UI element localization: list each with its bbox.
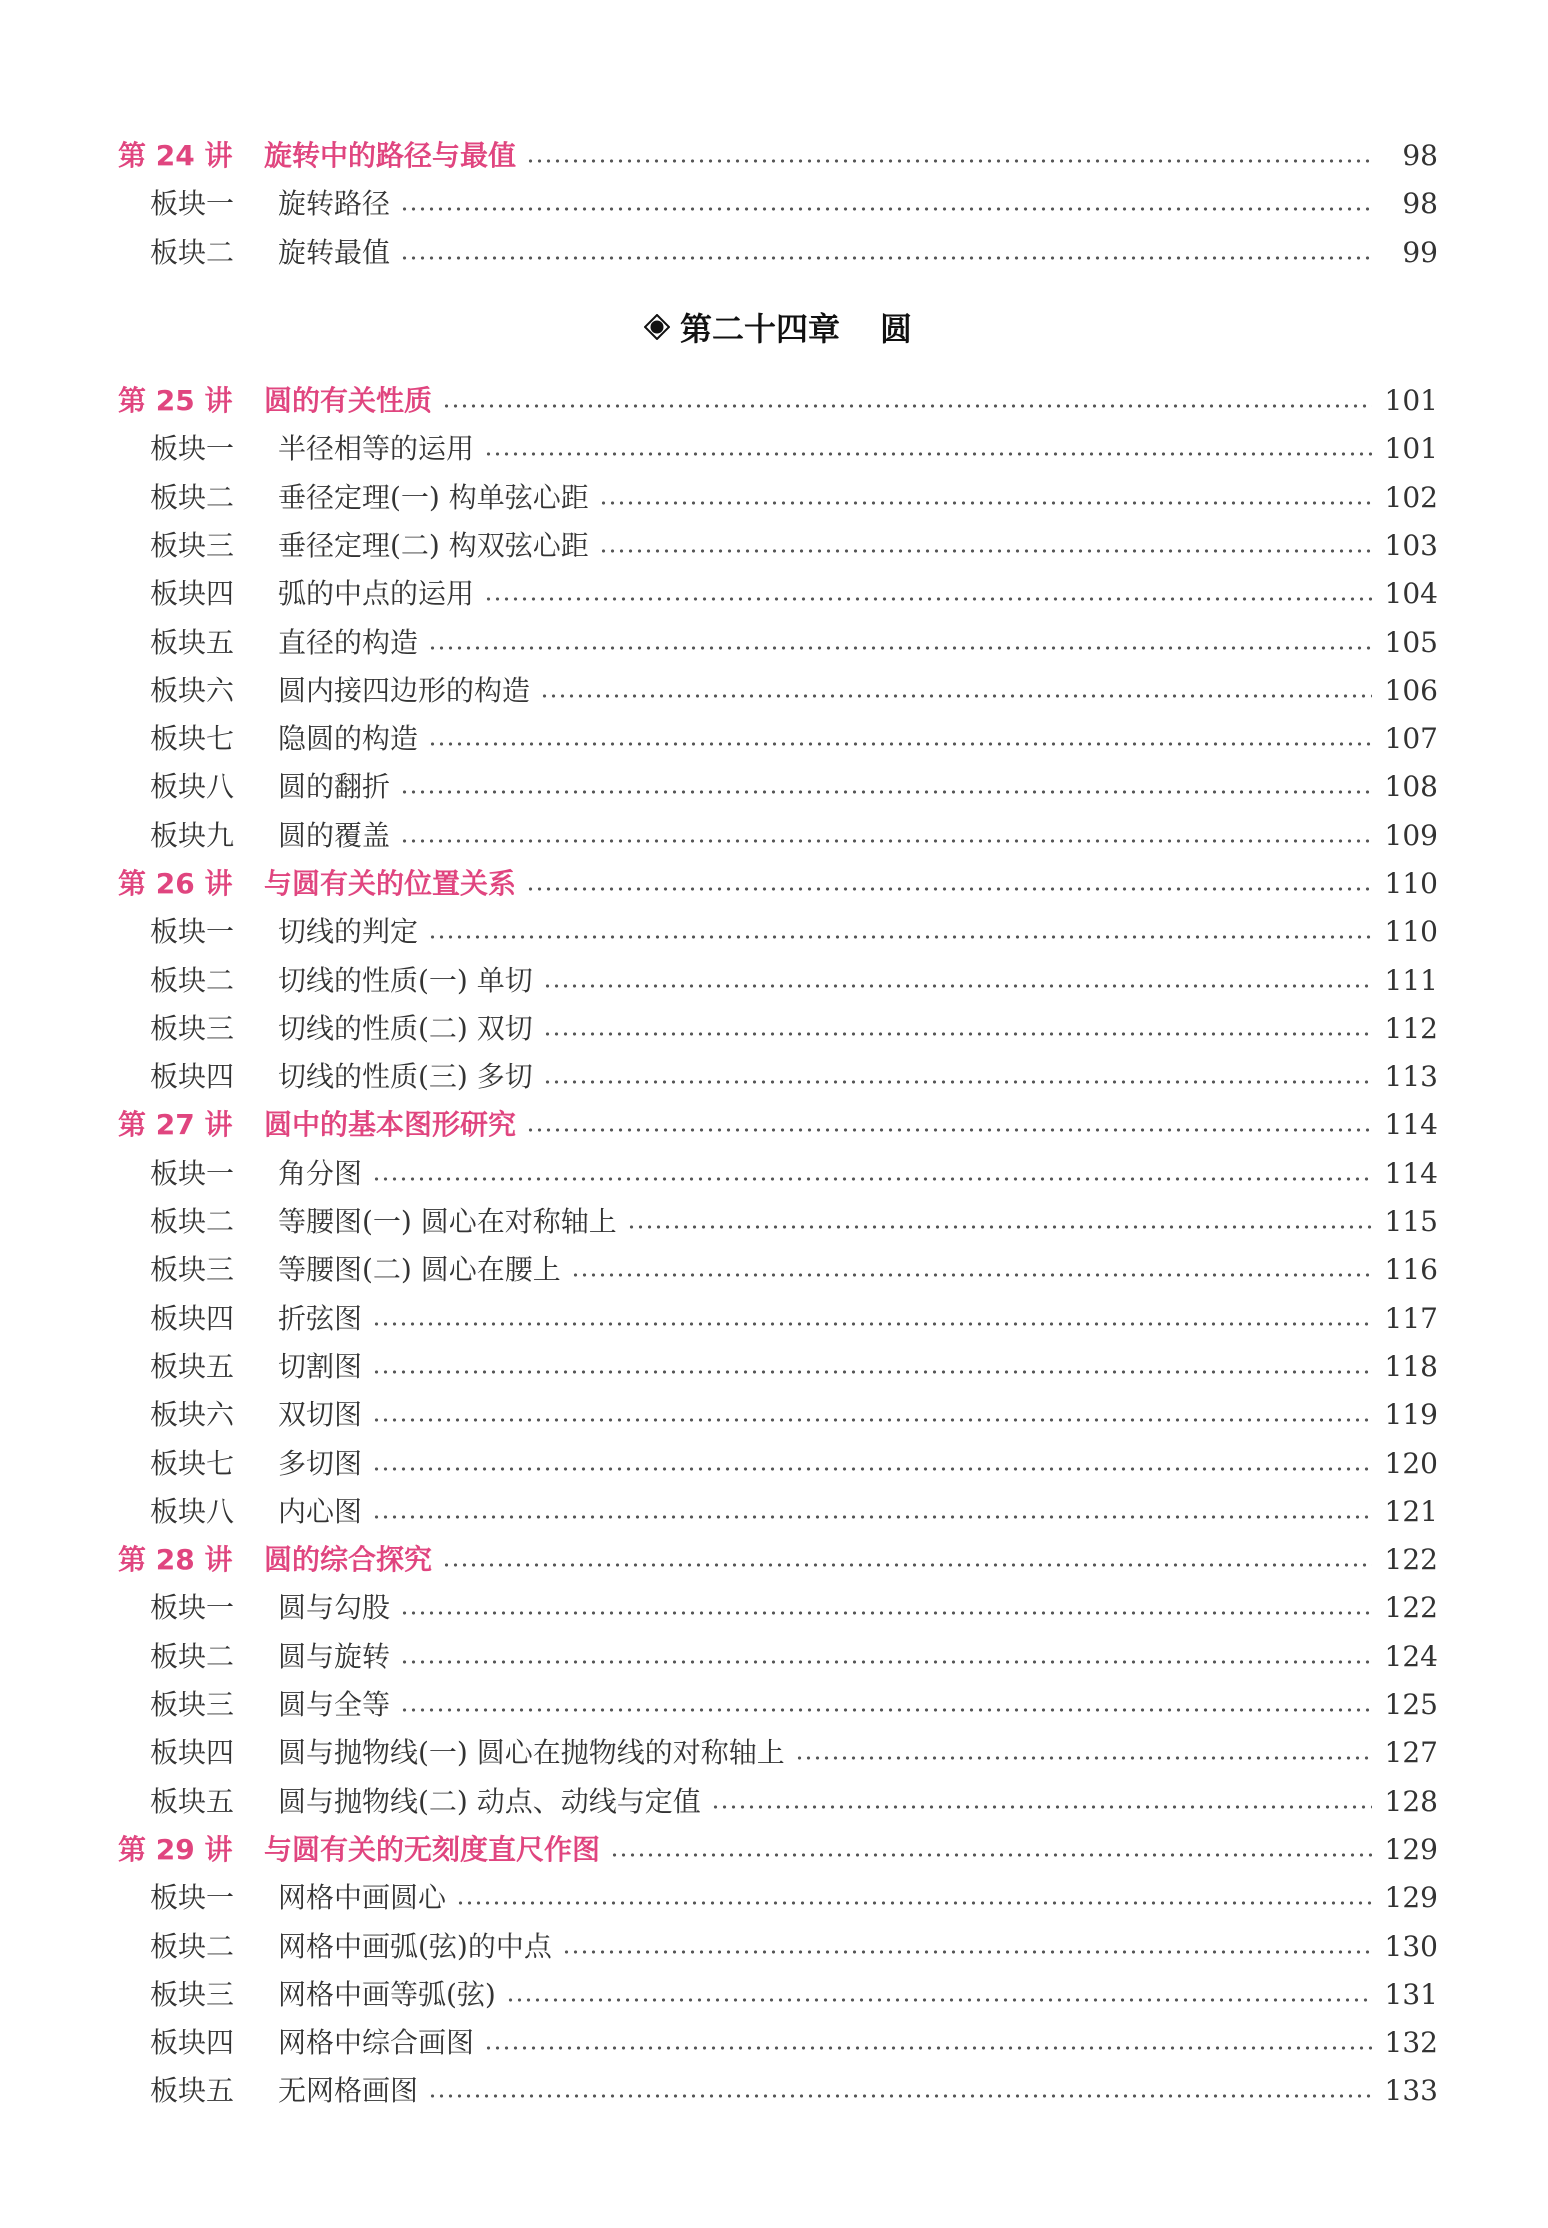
page-number: 122 [1384, 1591, 1438, 1625]
page-number: 127 [1384, 1736, 1438, 1770]
block-title: 切线的判定 [278, 915, 419, 949]
block-title: 网格中画圆心 [278, 1881, 447, 1915]
page-number: 117 [1384, 1301, 1438, 1335]
block-number: 板块四 [150, 1301, 235, 1335]
block-title: 内心图 [278, 1494, 363, 1528]
toc-block-row[interactable] [118, 715, 1438, 763]
lecture-title: 与圆有关的位置关系 [264, 867, 517, 900]
dot-leader [372, 1515, 1372, 1519]
dot-leader [599, 501, 1372, 505]
block-number: 板块二 [150, 1205, 235, 1239]
dot-leader [484, 2046, 1372, 2050]
toc-block-row[interactable] [118, 1150, 1438, 1198]
page-number: 119 [1384, 1398, 1438, 1432]
toc-block-row[interactable] [118, 956, 1438, 1004]
block-number: 板块五 [150, 1784, 235, 1818]
block-number: 板块一 [150, 915, 235, 949]
toc-block-row[interactable] [118, 1874, 1438, 1922]
block-title: 旋转路径 [278, 187, 391, 221]
page-number: 114 [1384, 1156, 1438, 1190]
page-number: 105 [1384, 625, 1438, 659]
block-number: 板块二 [150, 235, 235, 269]
dot-leader [627, 1225, 1372, 1229]
lecture-number: 第 26 讲 [118, 867, 233, 900]
dot-leader [484, 597, 1372, 601]
block-title: 切线的性质(三) 多切 [278, 1060, 533, 1094]
block-number: 板块一 [150, 1881, 235, 1915]
toc-block-row[interactable] [118, 1633, 1438, 1681]
page-number: 109 [1384, 818, 1438, 852]
dot-leader [543, 984, 1372, 988]
dot-leader [599, 549, 1372, 553]
block-title: 切线的性质(二) 双切 [278, 1011, 533, 1045]
toc-block-row[interactable] [118, 1729, 1438, 1777]
dot-leader [795, 1756, 1372, 1760]
table-of-contents [118, 132, 1438, 2116]
block-title: 圆与抛物线(二) 动点、动线与定值 [278, 1784, 701, 1818]
toc-block-row[interactable] [118, 1005, 1438, 1053]
dot-leader [456, 1901, 1372, 1905]
block-title: 弧的中点的运用 [278, 577, 475, 611]
block-number: 板块四 [150, 577, 235, 611]
lecture-number: 第 27 讲 [118, 1108, 233, 1142]
lecture-number: 第 28 讲 [118, 1543, 233, 1577]
block-number: 板块八 [150, 770, 235, 804]
block-title: 折弦图 [278, 1301, 363, 1335]
toc-lecture-row[interactable] [118, 1826, 1438, 1874]
page-number: 106 [1384, 673, 1438, 707]
page-number: 118 [1384, 1349, 1438, 1383]
dot-leader [372, 1322, 1372, 1326]
block-number: 板块四 [150, 1060, 235, 1094]
block-number: 板块七 [150, 1446, 235, 1480]
page-number: 122 [1384, 1543, 1438, 1577]
toc-block-row[interactable] [118, 1922, 1438, 1970]
page-number: 125 [1384, 1688, 1438, 1722]
page-number: 111 [1384, 963, 1438, 997]
toc-block-row[interactable] [118, 1778, 1438, 1826]
chapter-heading [118, 277, 1438, 377]
block-title: 圆内接四边形的构造 [278, 673, 531, 707]
block-number: 板块二 [150, 1639, 235, 1673]
chapter-label: 第二十四章 [679, 309, 840, 348]
page-number: 101 [1384, 432, 1438, 466]
block-number: 板块一 [150, 1156, 235, 1190]
block-number: 板块七 [150, 722, 235, 756]
dot-leader [400, 1660, 1372, 1664]
lecture-title: 与圆有关的无刻度直尺作图 [264, 1832, 601, 1866]
block-number: 板块四 [150, 2026, 235, 2060]
block-title: 垂径定理(二) 构双弦心距 [278, 528, 589, 562]
toc-block-row[interactable] [118, 1198, 1438, 1246]
dot-leader [526, 1128, 1372, 1132]
toc-block-row[interactable] [118, 2019, 1438, 2067]
dot-leader [543, 1080, 1372, 1084]
toc-block-row[interactable] [118, 763, 1438, 811]
block-title: 圆与旋转 [278, 1639, 391, 1673]
dot-leader [526, 887, 1372, 891]
toc-lecture-row[interactable] [118, 377, 1438, 425]
page-number: 114 [1384, 1108, 1438, 1142]
dot-leader [400, 1611, 1372, 1615]
page-number: 124 [1384, 1639, 1438, 1673]
dot-leader [442, 1563, 1372, 1567]
block-title: 网格中画弧(弦)的中点 [278, 1929, 552, 1963]
lecture-number: 第 25 讲 [118, 384, 233, 418]
page-number: 112 [1384, 1011, 1438, 1045]
toc-block-row[interactable] [118, 1246, 1438, 1294]
block-title: 切线的性质(一) 单切 [278, 963, 533, 997]
page-number: 131 [1384, 1977, 1438, 2011]
page-number: 99 [1402, 235, 1438, 269]
toc-block-row[interactable] [118, 908, 1438, 956]
block-title: 网格中画等弧(弦) [278, 1977, 496, 2011]
block-number: 板块八 [150, 1494, 235, 1528]
toc-block-row[interactable] [118, 1391, 1438, 1439]
block-title: 切割图 [278, 1349, 363, 1383]
page-number: 129 [1384, 1881, 1438, 1915]
toc-block-row[interactable] [118, 180, 1438, 228]
lecture-number: 第 24 讲 [118, 139, 233, 173]
toc-block-row[interactable] [118, 1295, 1438, 1343]
dot-leader [372, 1370, 1372, 1374]
dot-leader [711, 1805, 1372, 1809]
toc-block-row[interactable] [118, 522, 1438, 570]
toc-block-row[interactable] [118, 2067, 1438, 2115]
dot-leader [442, 404, 1372, 408]
block-number: 板块六 [150, 673, 235, 707]
block-title: 网格中综合画图 [278, 2026, 475, 2060]
dot-leader [372, 1418, 1372, 1422]
block-title: 等腰图(一) 圆心在对称轴上 [278, 1205, 617, 1239]
dot-leader [428, 646, 1372, 650]
page-number: 116 [1384, 1253, 1438, 1287]
toc-block-row[interactable] [118, 1488, 1438, 1536]
diamond-circle-icon [644, 314, 670, 340]
toc-block-row[interactable] [118, 1681, 1438, 1729]
block-number: 板块三 [150, 1688, 235, 1722]
dot-leader [506, 1998, 1372, 2002]
chapter-title: 圆 [880, 309, 913, 348]
dot-leader [428, 935, 1372, 939]
toc-block-row[interactable] [118, 1439, 1438, 1487]
toc-block-row[interactable] [118, 667, 1438, 715]
block-title: 隐圆的构造 [278, 722, 419, 756]
toc-block-row[interactable] [118, 1971, 1438, 2019]
page-number: 121 [1384, 1494, 1438, 1528]
toc-block-row[interactable] [118, 229, 1438, 277]
toc-block-row[interactable] [118, 1584, 1438, 1632]
page-number: 108 [1384, 770, 1438, 804]
block-number: 板块六 [150, 1398, 235, 1432]
dot-leader [571, 1273, 1372, 1277]
dot-leader [400, 790, 1372, 794]
lecture-title: 圆的综合探究 [264, 1543, 433, 1577]
dot-leader [400, 1708, 1372, 1712]
lecture-number: 第 29 讲 [118, 1832, 233, 1866]
dot-leader [372, 1177, 1372, 1181]
page-number: 107 [1384, 722, 1438, 756]
block-title: 垂径定理(一) 构单弦心距 [278, 480, 589, 514]
dot-leader [610, 1853, 1372, 1857]
dot-leader [562, 1950, 1372, 1954]
toc-block-row[interactable] [118, 570, 1438, 618]
block-title: 角分图 [278, 1156, 363, 1190]
block-title: 圆的翻折 [278, 770, 391, 804]
block-title: 圆与勾股 [278, 1591, 391, 1625]
block-number: 板块三 [150, 1977, 235, 2011]
block-number: 板块四 [150, 1736, 235, 1770]
page-number: 101 [1384, 384, 1438, 418]
toc-lecture-row[interactable] [118, 860, 1438, 908]
block-title: 圆与全等 [278, 1688, 391, 1722]
page-number: 129 [1384, 1832, 1438, 1866]
block-number: 板块五 [150, 1349, 235, 1383]
toc-lecture-row[interactable] [118, 1101, 1438, 1149]
page-number: 104 [1384, 577, 1438, 611]
page-number: 98 [1402, 187, 1438, 221]
block-number: 板块一 [150, 187, 235, 221]
block-number: 板块五 [150, 2074, 235, 2108]
toc-block-row[interactable] [118, 618, 1438, 666]
block-number: 板块二 [150, 1929, 235, 1963]
page-number: 128 [1384, 1784, 1438, 1818]
block-title: 多切图 [278, 1446, 363, 1480]
dot-leader [526, 159, 1372, 163]
block-title: 无网格画图 [278, 2074, 419, 2108]
page-number: 113 [1384, 1060, 1438, 1094]
page-number: 110 [1384, 915, 1438, 949]
page-number: 132 [1384, 2026, 1438, 2060]
block-title: 直径的构造 [278, 625, 419, 659]
block-number: 板块二 [150, 480, 235, 514]
block-number: 板块三 [150, 1011, 235, 1045]
block-title: 半径相等的运用 [278, 432, 475, 466]
page-number: 130 [1384, 1929, 1438, 1963]
block-title: 等腰图(二) 圆心在腰上 [278, 1253, 561, 1287]
dot-leader [428, 2094, 1372, 2098]
block-number: 板块二 [150, 963, 235, 997]
lecture-title: 圆中的基本图形研究 [264, 1108, 517, 1142]
dot-leader [372, 1467, 1372, 1471]
page-number: 103 [1384, 528, 1438, 562]
page-number: 98 [1402, 139, 1438, 173]
page-number: 115 [1384, 1205, 1438, 1239]
lecture-title: 旋转中的路径与最值 [264, 139, 517, 173]
block-title: 圆的覆盖 [278, 818, 391, 852]
dot-leader [484, 452, 1372, 456]
dot-leader [400, 839, 1372, 843]
page-number: 102 [1384, 480, 1438, 514]
dot-leader [400, 256, 1372, 260]
page-number: 120 [1384, 1446, 1438, 1480]
toc-lecture-row[interactable] [118, 1536, 1438, 1584]
dot-leader [540, 694, 1372, 698]
dot-leader [400, 207, 1372, 211]
page-number: 110 [1384, 867, 1438, 900]
toc-block-row[interactable] [118, 425, 1438, 473]
toc-block-row[interactable] [118, 473, 1438, 521]
block-number: 板块一 [150, 1591, 235, 1625]
block-title: 圆与抛物线(一) 圆心在抛物线的对称轴上 [278, 1736, 785, 1770]
dot-leader [543, 1032, 1372, 1036]
block-title: 旋转最值 [278, 235, 391, 269]
block-number: 板块九 [150, 818, 235, 852]
block-number: 板块三 [150, 528, 235, 562]
block-number: 板块一 [150, 432, 235, 466]
block-number: 板块三 [150, 1253, 235, 1287]
toc-lecture-row[interactable] [118, 132, 1438, 180]
toc-block-row[interactable] [118, 1053, 1438, 1101]
block-number: 板块五 [150, 625, 235, 659]
block-title: 双切图 [278, 1398, 363, 1432]
lecture-title: 圆的有关性质 [264, 384, 433, 418]
dot-leader [428, 742, 1372, 746]
page-number: 133 [1384, 2074, 1438, 2108]
toc-block-row[interactable] [118, 812, 1438, 860]
toc-block-row[interactable] [118, 1343, 1438, 1391]
